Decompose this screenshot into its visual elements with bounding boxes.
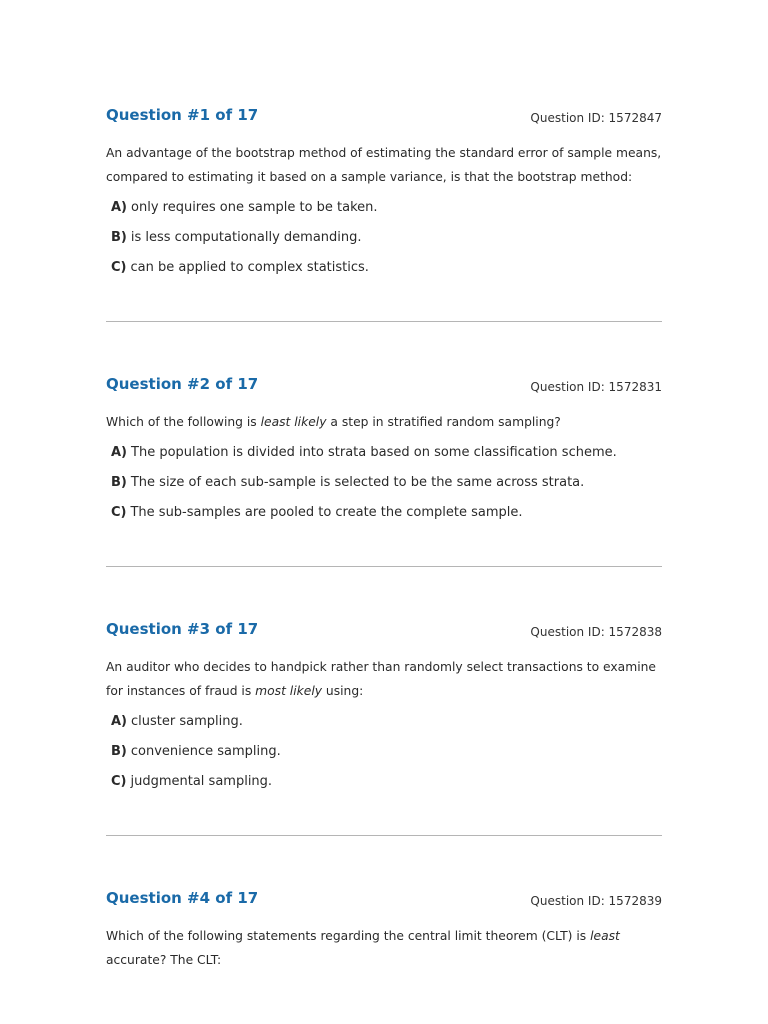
answer-option-b[interactable] <box>111 223 662 253</box>
answer-list <box>106 707 662 797</box>
question-text-emphasis: most likely <box>255 684 323 698</box>
answer-letter: A) <box>111 714 128 729</box>
answer-letter: C) <box>111 774 127 789</box>
question-header <box>106 619 662 645</box>
question-id: Question ID: 1572838 <box>530 625 662 639</box>
answer-text: The size of each sub-sample is selected to be the same across strata. <box>130 475 585 490</box>
answer-letter: C) <box>111 505 127 520</box>
answer-letter: B) <box>111 744 127 759</box>
question-block-2 <box>106 374 662 528</box>
question-text-emphasis: least <box>590 929 620 943</box>
answer-option-c[interactable] <box>111 498 662 528</box>
question-text-part: Which of the following is <box>106 415 261 429</box>
question-text <box>106 655 662 703</box>
answer-option-a[interactable] <box>111 193 662 223</box>
answer-letter: A) <box>111 200 128 215</box>
question-title: Question #1 of 17 <box>106 106 259 124</box>
divider <box>106 835 662 836</box>
question-block-1 <box>106 105 662 283</box>
answer-option-a[interactable] <box>111 438 662 468</box>
answer-text: The sub-samples are pooled to create the complete sample. <box>130 505 523 520</box>
answer-option-c[interactable] <box>111 767 662 797</box>
question-header <box>106 105 662 131</box>
answer-text: convenience sampling. <box>130 744 281 759</box>
question-text-part: using: <box>322 684 364 698</box>
answer-letter: A) <box>111 445 128 460</box>
question-block-4 <box>106 888 662 972</box>
question-text <box>106 410 662 434</box>
question-id: Question ID: 1572847 <box>530 111 662 125</box>
answer-text: cluster sampling. <box>131 714 243 729</box>
question-text <box>106 924 662 972</box>
answer-option-a[interactable] <box>111 707 662 737</box>
question-text-part: An auditor who decides to handpick rather than randomly select transactions to examine for instances of fraud is <box>106 660 656 698</box>
answer-text: judgmental sampling. <box>130 774 273 789</box>
question-id: Question ID: 1572839 <box>530 894 662 908</box>
answer-text: can be applied to complex statistics. <box>130 260 369 275</box>
answer-letter: B) <box>111 475 127 490</box>
answer-letter: B) <box>111 230 127 245</box>
question-text-emphasis: least likely <box>260 415 327 429</box>
answer-text: only requires one sample to be taken. <box>131 200 378 215</box>
question-text-part: accurate? The CLT: <box>106 953 222 967</box>
answer-list <box>106 438 662 528</box>
answer-list <box>106 193 662 283</box>
question-text-part: a step in stratified random sampling? <box>326 415 561 429</box>
answer-option-c[interactable] <box>111 253 662 283</box>
question-title: Question #4 of 17 <box>106 889 259 907</box>
question-header <box>106 374 662 400</box>
question-text: An advantage of the bootstrap method of estimating the standard error of sample means, compared to estimating it based on a sample variance, is that the bootstrap method: <box>106 146 662 184</box>
question-header <box>106 888 662 914</box>
question-block-3 <box>106 619 662 797</box>
answer-option-b[interactable] <box>111 468 662 498</box>
question-title: Question #3 of 17 <box>106 620 259 638</box>
question-id: Question ID: 1572831 <box>530 380 662 394</box>
divider <box>106 566 662 567</box>
answer-text: is less computationally demanding. <box>130 230 362 245</box>
question-text-part: Which of the following statements regarding the central limit theorem (CLT) is <box>106 929 591 943</box>
divider <box>106 321 662 322</box>
answer-option-b[interactable] <box>111 737 662 767</box>
answer-text: The population is divided into strata based on some classification scheme. <box>131 445 617 460</box>
question-title: Question #2 of 17 <box>106 375 259 393</box>
answer-letter: C) <box>111 260 127 275</box>
